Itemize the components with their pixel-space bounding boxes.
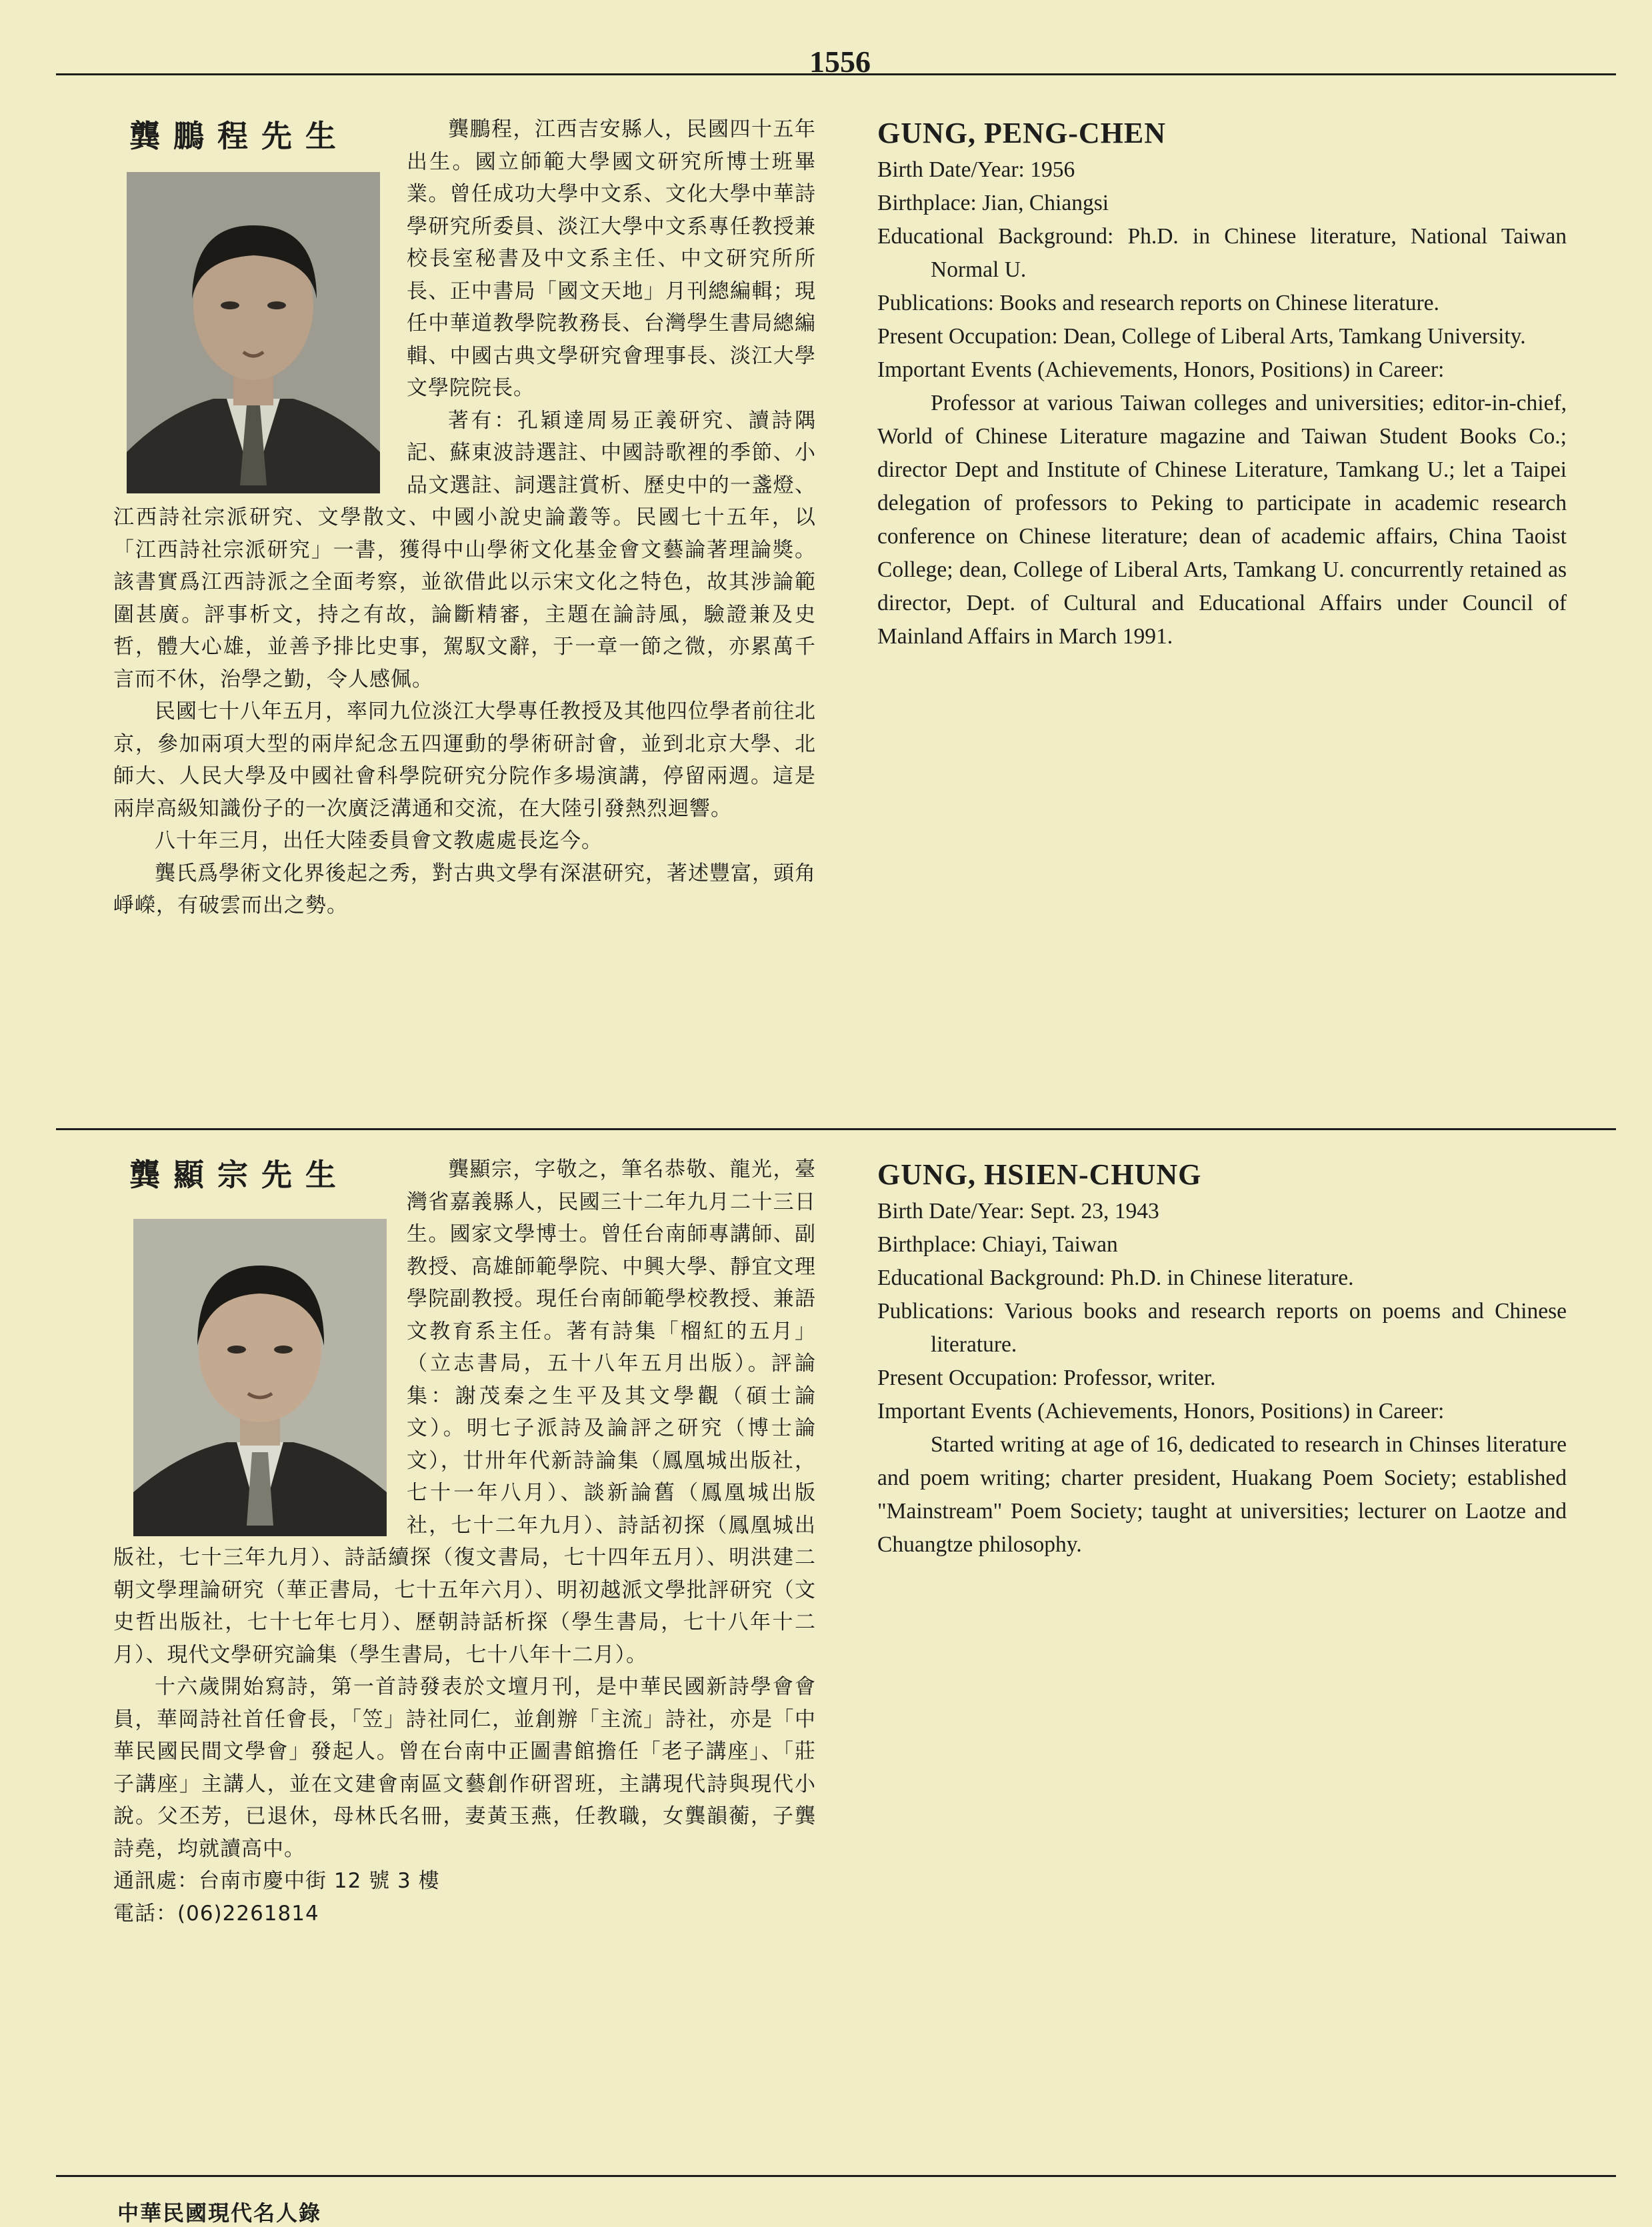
entry-1-birthplace: Birthplace: Jian, Chiangsi	[877, 191, 1109, 215]
entry-1-chinese-name: 龔鵬程先生	[129, 118, 349, 154]
entry-2-english-name: GUNG, HSIEN-CHUNG	[877, 1158, 1202, 1191]
footer-rule	[56, 2175, 1616, 2177]
entry-divider	[56, 1128, 1616, 1130]
entry-1-chinese-paragraph-4: 八十年三月，出任大陸委員會文教處處長迄今。	[155, 829, 603, 853]
entry-2-english-biography	[877, 1155, 1567, 1562]
entry-2-education: Educational Background: Ph.D. in Chinese literature.	[877, 1266, 1354, 1290]
entry-1-chinese-paragraph-5: 龔氏爲學術文化界後起之秀，對古典文學有深湛研究，著述豐富，頭角崢嶸，有破雲而出之勢。	[113, 861, 816, 917]
entry-1-education: Educational Background: Ph.D. in Chinese literature, National Taiwan Normal U.	[877, 224, 1567, 282]
entry-2-events: Started writing at age of 16, dedicated to research in Chinses literature and poem writing; charter president, Huakang Poem Society; established "Mainstream" Poem Society; taught at universities; lecturer on Laotze and Chuangtze philosophy.	[877, 1432, 1567, 1557]
entry-1-english-name: GUNG, PENG-CHEN	[877, 117, 1166, 149]
entry-1-photo-spacer	[113, 113, 407, 495]
entry-1-chinese-paragraph-1: 龔鵬程，江西吉安縣人，民國四十五年出生。國立師範大學國文研究所博士班畢業。曾任成功大學中文系、文化大學中華詩學研究所委員、淡江大學中文系專任教授兼校長室秘書及中文系主任、中文研究所所長、正中書局「國文天地」月刊總編輯；現任中華道教學院教務長、台灣學生書局總編輯、中國古典文學研究會理事長、淡江大學文學院院長。	[407, 117, 816, 400]
entry-2-chinese-name: 龔顯宗先生	[129, 1157, 349, 1193]
page-number: 1556	[809, 45, 871, 79]
entry-1-events: Professor at various Taiwan colleges and universities; editor-in-chief, World of Chinese Literature magazine and Taiwan Student Books Co.; director Dept and Institute of Chinese Literature, Tamkang U.; let a Taipei delegation of professors to Peking to participate in academic research conference on Chinese literature; dean of academic affairs, China Taoist College; dean, College of Liberal Arts, Tamkang U. concurrently retained as director, Dept. of Cultural and Educational Affairs under Council of Mainland Affairs in March 1991.	[877, 391, 1567, 649]
entry-2-chinese-biography	[113, 1154, 816, 1930]
entry-2-photo-spacer	[113, 1154, 407, 1540]
entry-2-chinese-paragraph-2: 十六歲開始寫詩，第一首詩發表於文壇月刊，是中華民國新詩學會會員，華岡詩社首任會長，「笠」詩社同仁，並創辦「主流」詩社，亦是「中華民國民間文學會」發起人。曾在台南中正圖書館擔任「老子講座」、「莊子講座」主講人，並在文建會南區文藝創作研習班，主講現代詩與現代小說。父丕芳，已退休，母林氏名冊，妻黃玉燕，任教職，女龔韻蘅，子龔詩堯，均就讀高中。	[113, 1675, 816, 1861]
footer-book-title: 中華民國現代名人錄	[117, 2200, 322, 2226]
entry-1-chinese-paragraph-3: 民國七十八年五月，率同九位淡江大學專任教授及其他四位學者前往北京，參加兩項大型的兩岸紀念五四運動的學術研討會，並到北京大學、北師大、人民大學及中國社會科學院研究分院作多場演講，停留兩週。這是兩岸高級知識份子的一次廣泛溝通和交流，在大陸引發熱烈迴響。	[113, 699, 816, 821]
entry-1-chinese-paragraph-2: 著有：孔穎達周易正義研究、讀詩隅記、蘇東波詩選註、中國詩歌裡的季節、小品文選註、詞選註賞析、歷史中的一盞燈、江西詩社宗派研究、文學散文、中國小說史論叢等。民國七十五年，以「江西詩社宗派研究」一書，獲得中山學術文化基金會文藝論著理論獎。該書實爲江西詩派之全面考察，並欲借此以示宋文化之特色，故其涉論範圍甚廣。評事析文，持之有故，論斷精審，主題在論詩風，驗證兼及史哲，體大心雄，並善予排比史事，駕馭文辭，于一章一節之微，亦累萬千言而不休，治學之勤，令人感佩。	[113, 408, 816, 691]
entry-1-birth-date: Birth Date/Year: 1956	[877, 157, 1075, 182]
entry-1-occupation: Present Occupation: Dean, College of Liberal Arts, Tamkang University.	[877, 324, 1526, 349]
entry-2-birthplace: Birthplace: Chiayi, Taiwan	[877, 1232, 1118, 1257]
entry-1-publications: Publications: Books and research reports on Chinese literature.	[877, 291, 1439, 315]
entry-1-events-label: Important Events (Achievements, Honors, Positions) in Career:	[877, 357, 1445, 382]
entry-2-events-label: Important Events (Achievements, Honors, Positions) in Career:	[877, 1399, 1445, 1424]
entry-2-address: 通訊處：台南市慶中街 12 號 3 樓	[113, 1869, 440, 1893]
entry-1-english-biography	[877, 113, 1567, 653]
entry-2-birth-date: Birth Date/Year: Sept. 23, 1943	[877, 1199, 1159, 1224]
entry-2-publications: Publications: Various books and research reports on poems and Chinese literature.	[877, 1299, 1567, 1357]
entry-2-chinese-paragraph-1: 龔顯宗，字敬之，筆名恭敬、龍光，臺灣省嘉義縣人，民國三十二年九月二十三日生。國家文學博士。曾任台南師專講師、副教授、高雄師範學院、中興大學、靜宜文理學院副教授。現任台南師範學校教授、兼語文教育系主任。著有詩集「榴紅的五月」（立志書局，五十八年五月出版）。評論集：謝茂秦之生平及其文學觀（碩士論文）。明七子派詩及論評之研究（博士論文），廿卅年代新詩論集（鳳凰城出版社，七十一年八月）、談新論舊（鳳凰城出版社，七十二年九月）、詩話初探（鳳凰城出版社，七十三年九月）、詩話續探（復文書局，七十四年五月）、明洪建二朝文學理論研究（華正書局，七十五年六月）、明初越派文學批評研究（文史哲出版社，七十七年七月）、歷朝詩話析探（學生書局，七十八年十二月）、現代文學研究論集（學生書局，七十八年十二月）。	[113, 1158, 816, 1667]
entry-2-occupation: Present Occupation: Professor, writer.	[877, 1366, 1216, 1390]
entry-1-chinese-biography	[113, 113, 816, 922]
entry-2-phone: 電話：(06)2261814	[113, 1901, 319, 1926]
